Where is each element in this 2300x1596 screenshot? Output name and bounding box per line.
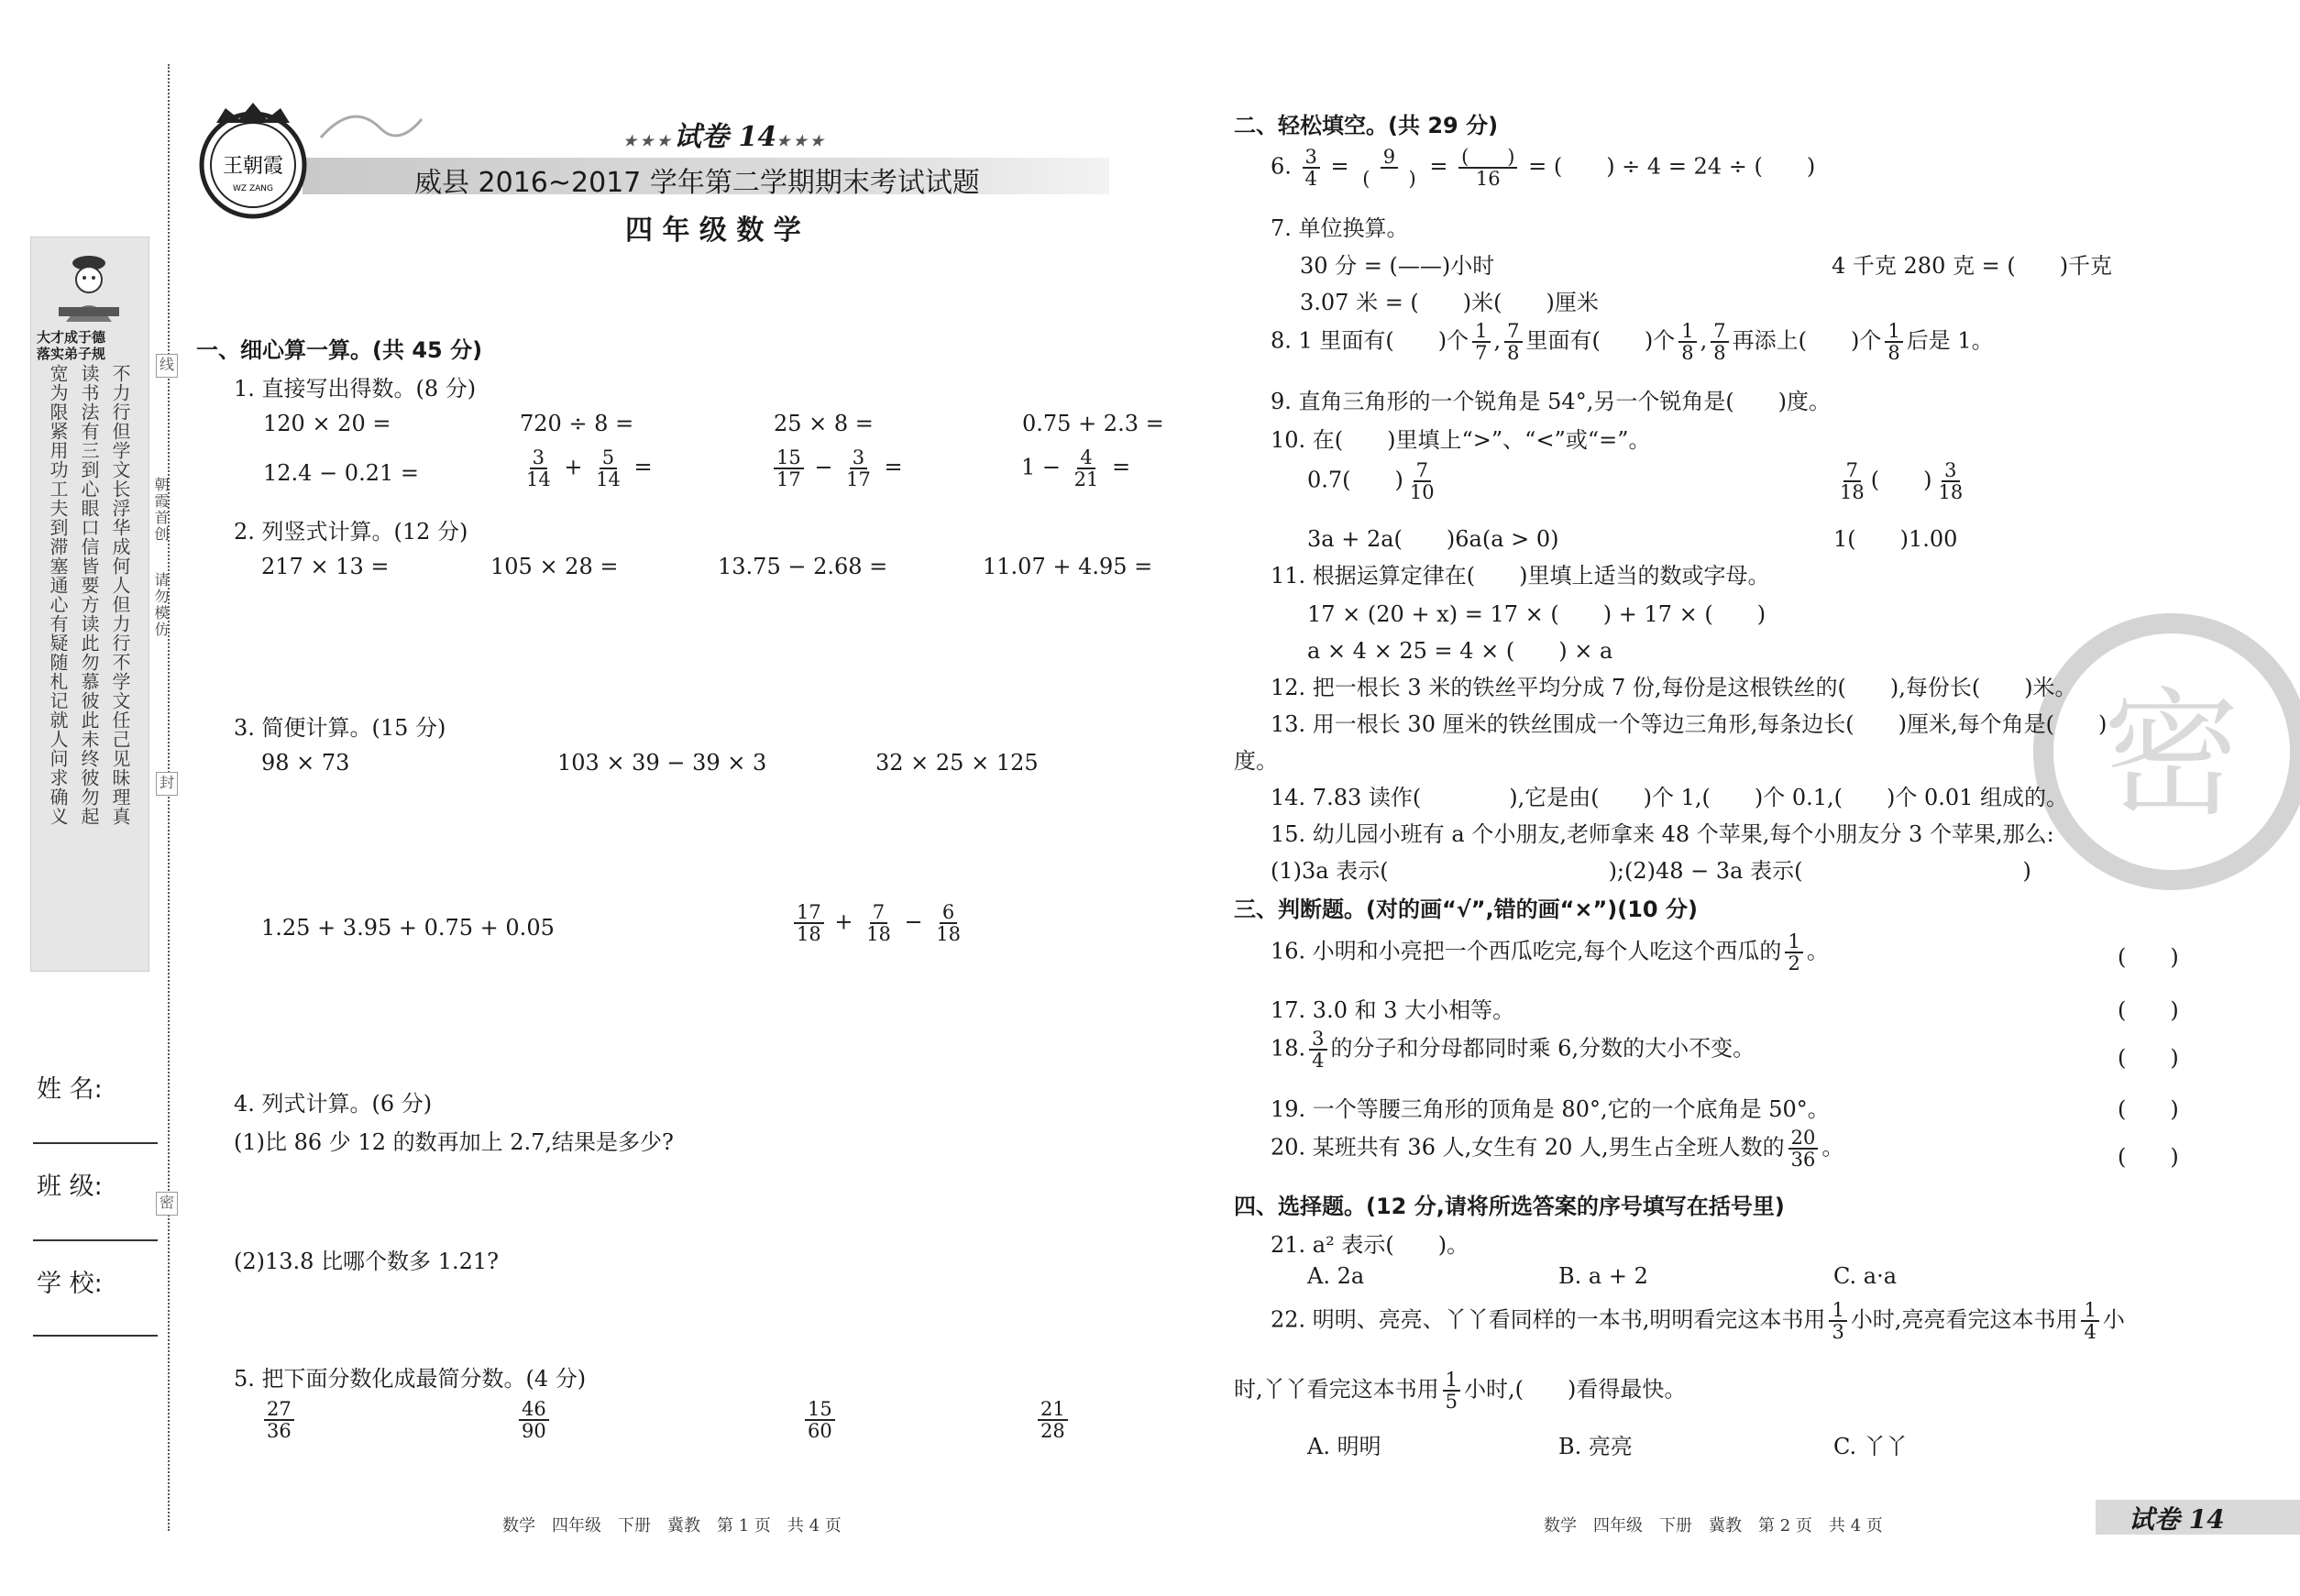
q7-c: 3.07 米 = ( )米( )厘米: [1300, 290, 1599, 315]
q17: 17. 3.0 和 3 大小相等。: [1271, 997, 1515, 1023]
q7-b: 4 千克 280 克 = ( )千克: [1832, 253, 2113, 279]
q20: 20. 某班共有 36 人,女生有 20 人,男生占全班人数的 $\frac{20}{36}$ 。: [1271, 1127, 1844, 1172]
q11-a: 17 × (20 + x) = 17 × ( ) + 17 × ( ): [1307, 601, 1766, 627]
q4-part1: (1)比 86 少 12 的数再加上 2.7,结果是多少?: [234, 1129, 674, 1155]
q17-answer-box[interactable]: ( ): [2118, 997, 2179, 1023]
secret-stamp-icon: [2025, 605, 2300, 898]
sidebar-motto: 宽为限 读书法 不力行 紧用功 有三到 但学文 工夫到 心眼口 长浮华 滞塞通 信皆要 成何人 心有疑 方读此 但力行 随札记 勿慕彼 不学文 就人问 此未终 任己见 求确义 彼勿起 昧理真: [47, 364, 131, 826]
q12: 12. 把一根长 3 米的铁丝平均分成 7 份,每份是这根铁丝的( ),每份长( )米。: [1271, 675, 2077, 700]
q11-b: a × 4 × 25 = 4 × ( ) × a: [1307, 638, 1613, 664]
q22-option-c[interactable]: C. 丫丫: [1833, 1434, 1908, 1459]
q5-frac: $\frac{27}{36}$: [260, 1399, 298, 1441]
q10-title: 10. 在( )里填上“>”、“<”或“=”。: [1271, 427, 1651, 453]
footer-left: 数学 四年级 下册 冀教 第 1 页 共 4 页: [502, 1516, 842, 1535]
q8: 8. 1 里面有( )个 $\frac{1}{7}$ , $\frac{7}{8}$ 里面有( )个 $\frac{1}{8}$ , $\frac{7}{8}$ 再添上( )个 $\frac{1}{8}$ 后是 1。: [1271, 320, 1994, 365]
q22-option-a[interactable]: A. 明明: [1307, 1434, 1381, 1459]
brand-logo-icon: [189, 97, 317, 226]
q3-item: 1.25 + 3.95 + 0.75 + 0.05: [261, 915, 555, 941]
q11-title: 11. 根据运算定律在( )里填上适当的数或字母。: [1271, 563, 1770, 589]
q21-option-a[interactable]: A. 2a: [1307, 1263, 1365, 1289]
q20-answer-box[interactable]: ( ): [2118, 1144, 2179, 1170]
svg-text:WZ ZANG: WZ ZANG: [233, 184, 273, 193]
q5-title: 5. 把下面分数化成最简分数。(4 分): [234, 1366, 587, 1392]
q21-option-b[interactable]: B. a + 2: [1558, 1263, 1648, 1289]
q13: 13. 用一根长 30 厘米的铁丝围成一个等边三角形,每条边长( )厘米,每个角是( ): [1271, 711, 2107, 737]
q2-item: 11.07 + 4.95 =: [983, 554, 1153, 579]
scholar-illustration: [39, 243, 139, 325]
vertical-note-2: 请勿模仿: [152, 572, 170, 638]
section2-heading: 二、轻松填空。(共 29 分): [1234, 113, 1499, 138]
q10-b: $\frac{7}{18}$ ( ) $\frac{3}{18}$: [1840, 459, 1964, 504]
name-field[interactable]: [33, 1142, 158, 1144]
q7-title: 7. 单位换算。: [1271, 215, 1409, 241]
q21-title: 21. a² 表示( )。: [1271, 1232, 1469, 1258]
q3-frac-item: $\frac{17}{18}$ + $\frac{7}{18}$ − $\frac{6}{18}$: [790, 902, 967, 944]
q10-c: 3a + 2a( )6a(a > 0): [1307, 526, 1559, 552]
footer-tab-label: 试卷 14: [2129, 1504, 2225, 1535]
q4-part2: (2)13.8 比哪个数多 1.21?: [234, 1249, 499, 1274]
section4-heading: 四、选择题。(12 分,请将所选答案的序号填写在括号里): [1234, 1194, 1785, 1219]
vertical-note-1: 朝霞首创: [152, 477, 170, 543]
q5-frac: $\frac{15}{60}$: [801, 1399, 839, 1441]
q1-item: 120 × 20 =: [263, 411, 391, 436]
q21-option-c[interactable]: C. a·a: [1833, 1263, 1898, 1289]
q6: 6. $\frac{3}{4}$ = $\frac{9}{( )}$ = $\frac{( )}{16}$ = ( ) ÷ 4 = 24 ÷ ( ): [1271, 146, 1816, 191]
q16-answer-box[interactable]: ( ): [2118, 944, 2179, 970]
q1-item: 25 × 8 =: [774, 411, 874, 436]
binding-line: [168, 64, 170, 1531]
school-field[interactable]: [33, 1335, 158, 1337]
q13-cont: 度。: [1234, 748, 1278, 774]
q2-title: 2. 列竖式计算。(12 分): [234, 519, 468, 545]
section1-heading: 一、细心算一算。(共 45 分): [196, 337, 483, 363]
q3-item: 98 × 73: [261, 750, 350, 776]
q22-option-b[interactable]: B. 亮亮: [1558, 1434, 1633, 1459]
q22: 22. 明明、亮亮、丫丫看同样的一本书,明明看完这本书用 $\frac{1}{3}$ 小时,亮亮看完这本书用 $\frac{1}{4}$ 小: [1271, 1299, 2125, 1344]
q19-answer-box[interactable]: ( ): [2118, 1096, 2179, 1122]
q9: 9. 直角三角形的一个锐角是 54°,另一个锐角是( )度。: [1271, 389, 1832, 414]
q2-item: 13.75 − 2.68 =: [718, 554, 888, 579]
cut-mark-secret: 密: [156, 1192, 178, 1216]
q3-item: 32 × 25 × 125: [875, 750, 1039, 776]
q3-title: 3. 简便计算。(15 分): [234, 715, 446, 741]
q15: 15. 幼儿园小班有 a 个小朋友,老师拿来 48 个苹果,每个小朋友分 3 个苹果,那么:: [1271, 821, 2054, 847]
ribbon-decoration: [316, 101, 426, 156]
q4-title: 4. 列式计算。(6 分): [234, 1091, 433, 1117]
q5-frac: $\frac{46}{90}$: [515, 1399, 553, 1441]
q18: 18. $\frac{3}{4}$ 的分子和分母都同时乘 6,分数的大小不变。: [1271, 1028, 1755, 1073]
q19: 19. 一个等腰三角形的顶角是 80°,它的一个底角是 50°。: [1271, 1096, 1830, 1122]
q2-item: 105 × 28 =: [490, 554, 619, 579]
subject-title: 四 年 级 数 学: [625, 215, 801, 247]
q14: 14. 7.83 读作( ),它是由( )个 1,( )个 0.1,( )个 0.01 组成的。: [1271, 785, 2069, 810]
svg-text:密: 密: [2102, 676, 2241, 835]
svg-text:王朝霞: 王朝霞: [222, 155, 284, 178]
cut-mark-seal: 封: [156, 772, 178, 796]
q5-frac: $\frac{21}{28}$: [1034, 1399, 1072, 1441]
q22-cont: 时,丫丫看完这本书用 $\frac{1}{5}$ 小时,( )看得最快。: [1234, 1369, 1687, 1414]
q10-d: 1( )1.00: [1833, 526, 1958, 552]
q1-item: 0.75 + 2.3 =: [1022, 411, 1164, 436]
q10-a: 0.7( ) $\frac{7}{10}$: [1307, 459, 1435, 504]
sidebar-panel: [30, 237, 149, 972]
exam-title: 威县 2016~2017 学年第二学期期末考试试题: [414, 167, 980, 199]
class-field[interactable]: [33, 1239, 158, 1241]
name-label: 姓 名:: [37, 1075, 103, 1104]
q15-parts: (1)3a 表示( );(2)48 − 3a 表示( ): [1271, 858, 2031, 884]
paper-number: ★★★试卷 14★★★: [623, 121, 828, 153]
q3-item: 103 × 39 − 39 × 3: [557, 750, 767, 776]
q18-answer-box[interactable]: ( ): [2118, 1045, 2179, 1071]
class-label: 班 级:: [37, 1172, 103, 1201]
section3-heading: 三、判断题。(对的画“√”,错的画“×”)(10 分): [1234, 897, 1698, 922]
q1-title: 1. 直接写出得数。(8 分): [234, 376, 477, 402]
q7-a: 30 分 = (——)小时: [1300, 253, 1495, 279]
q1-item: 12.4 − 0.21 =: [263, 460, 419, 486]
sidebar-slogan-1: 大才成于德: [37, 329, 106, 346]
school-label: 学 校:: [37, 1270, 103, 1298]
cut-mark-line: 线: [156, 354, 178, 378]
q1-item: 720 ÷ 8 =: [520, 411, 634, 436]
q1-frac-item: $\frac{3}{14}$ + $\frac{5}{14}$ =: [526, 446, 653, 491]
q1-frac-item: $\frac{15}{17}$ − $\frac{3}{17}$ =: [770, 447, 903, 490]
footer-right: 数学 四年级 下册 冀教 第 2 页 共 4 页: [1544, 1516, 1883, 1535]
sidebar-slogan-2: 落实弟子规: [37, 346, 106, 362]
q2-item: 217 × 13 =: [261, 554, 390, 579]
q1-frac-item: 1 − $\frac{4}{21}$ =: [1021, 446, 1131, 491]
q16: 16. 小明和小亮把一个西瓜吃完,每个人吃这个西瓜的 $\frac{1}{2}$ 。: [1271, 930, 1829, 975]
